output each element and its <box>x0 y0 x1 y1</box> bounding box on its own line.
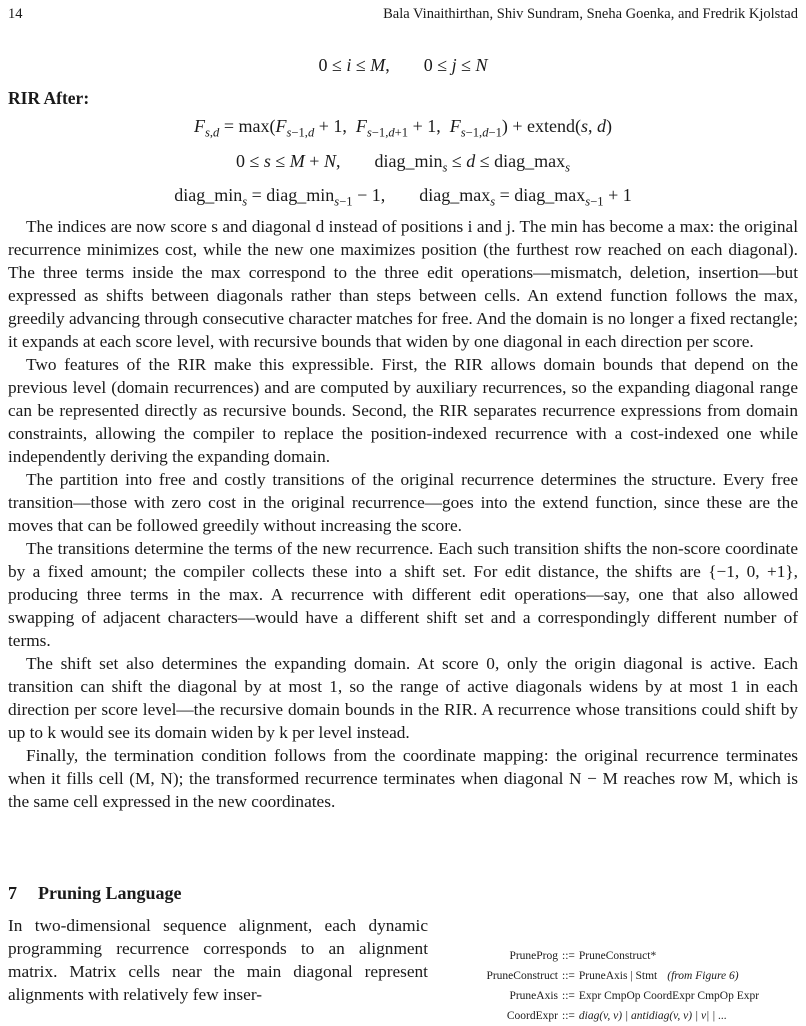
paragraph: Finally, the termination condition follows from the coordinate mapping: the original recurrence terminates when it fills cell (M, N); the transformed recurrence terminates when diagonal N − M reaches row M, which is the same cell expressed in the new coordinates. <box>8 746 798 811</box>
section-title: Pruning Language <box>38 883 182 903</box>
prune-grammar <box>440 946 806 1026</box>
page-number: 14 <box>8 6 23 22</box>
paragraph: In two-dimensional sequence alignment, each dynamic programming recurrence corresponds to an alignment matrix. Matrix cells near the main diagonal represent alignments with relatively few inser- <box>8 916 428 1004</box>
paragraph: The indices are now score s and diagonal d instead of positions i and j. The min has become a max: the original recurrence minimizes cost, while the new one maximizes position (the furthest row reached on each diagonal). The three terms inside the max correspond to the three edit operations—mismatch, deletion, insertion—but expressed as shifts between diagonals rather than steps between cells. An extend function follows the max, greedily advancing through consecutive character matches for free. And the domain is no longer a fixed rectangle; it expands at each score level, with recursive bounds that widen by one diagonal in each direction per score. <box>8 217 798 351</box>
running-authors: Bala Vinaithirthan, Shiv Sundram, Sneha Goenka, and Fredrik Kjolstad <box>383 6 798 22</box>
grammar-rule: PruneProg ::= PruneConstruct* <box>509 950 657 962</box>
grammar-note: (from Figure 6) <box>667 970 739 982</box>
page-header <box>8 6 798 26</box>
section-number: 7 <box>8 883 17 903</box>
section-intro <box>8 914 428 1006</box>
bounds-equation: $diag\_\min_s$ = $diag\_\min_{s-1} - 1$, $diag\_\max_s$ = $diag\_\max_{s-1} + 1$ <box>174 185 632 209</box>
paragraph: The transitions determine the terms of the new recurrence. Each such transition shifts the non-score coordinate by a fixed amount; the compiler collects these into a shift set. For edit distance, the shifts are {−1, 0, +1}, producing three terms in the max. A recurrence with different edit operations—say, one that also allowed swapping of adjacent characters—would have a different shift set and a correspondingly different number of terms. <box>8 539 798 650</box>
rir-before-domain-equation: 0 ≤ i ≤ M, 0 ≤ j ≤ N <box>318 55 488 75</box>
paragraph: The shift set also determines the expanding domain. At score 0, only the origin diagonal is active. Each transition can shift the diagonal by at most 1, so the range of active diagonals widens by at most 1 in each direction per score level—the recursive domain bounds in the RIR. A recurrence whose transitions could shift by up to k would see its domain widen by k per level instead. <box>8 654 798 742</box>
rir-after-label: RIR After: <box>8 88 90 108</box>
grammar-rule: PruneAxis ::= Expr CmpOp CoordExpr CmpOp Expr <box>509 990 760 1002</box>
recurrence-equation: $F_{s,d} = \max(F_{s-1,d} + 1$, $F_{s-1,d+1} + 1$, $F_{s-1,d-1}$) + extend(s, d) <box>193 116 613 140</box>
paragraph: The partition into free and costly transitions of the original recurrence determines the structure. Every free transition—those with zero cost in the original recurrence—goes into the extend function, since these are the moves that can be followed greedily without increasing the score. <box>8 470 798 535</box>
section-heading <box>8 883 182 904</box>
grammar-rule: PruneConstruct ::= PruneAxis | Stmt (from Figure 6) <box>440 966 806 986</box>
body-text <box>8 215 798 813</box>
paragraph: Two features of the RIR make this expressible. First, the RIR allows domain bounds that depend on the previous level (domain recurrences) and are computed by auxiliary recurrences, so the expanding diagonal range can be represented directly as recursive bounds. Second, the RIR separates recurrence expressions from domain constraints, allowing the compiler to replace the position-indexed recurrence with a cost-indexed one while independently deriving the expanding domain. <box>8 355 798 466</box>
domain-equation: 0 ≤ s ≤ M + N, $diag\_\min_s \le d$ ≤ $diag\_\max_s$ <box>235 151 571 175</box>
grammar-rule: CoordExpr ::= diag(v, v) | antidiag(v, v) | v| | ... <box>506 1010 727 1022</box>
